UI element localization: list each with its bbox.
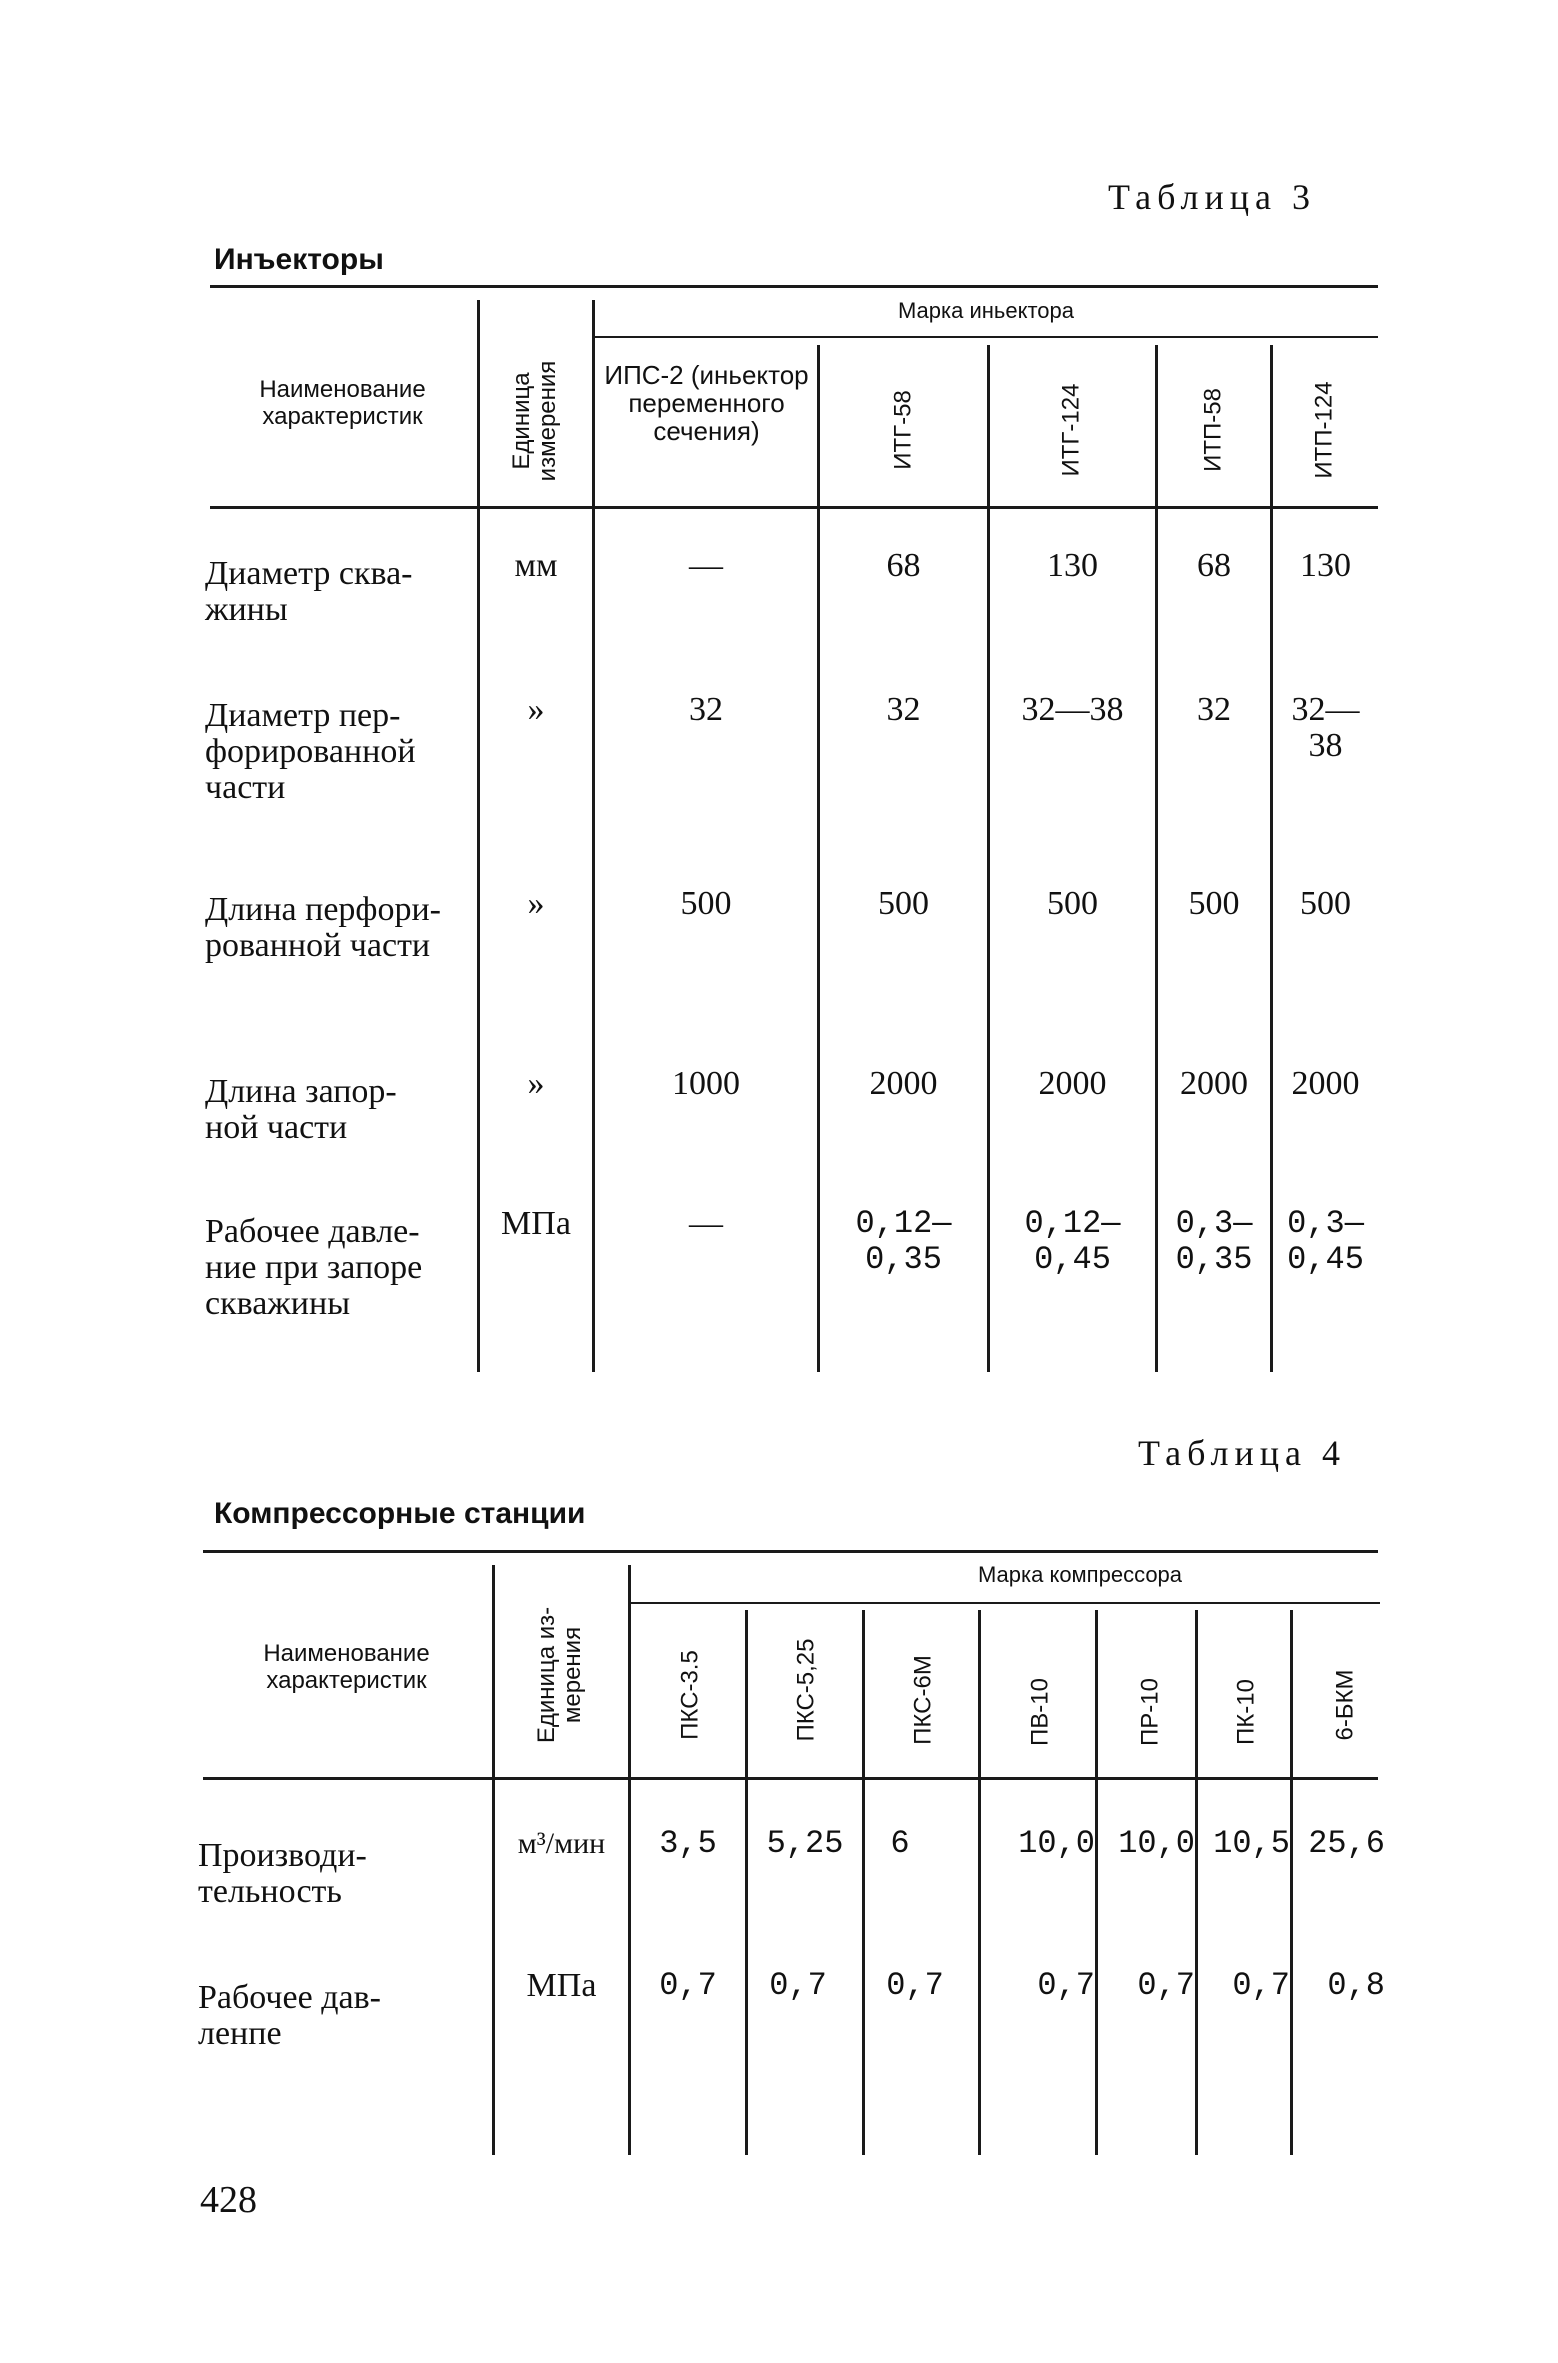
table3-col-itp58: ИТП-58 <box>1199 388 1227 472</box>
table3-col-itp124: ИТП-124 <box>1310 381 1338 479</box>
table3-cell: — <box>689 547 723 584</box>
table4-cell: 0,7 <box>769 1967 827 2004</box>
table4-cell: 10,0 <box>1018 1825 1095 1862</box>
table3-group-header: Марка иньектора <box>897 298 1075 323</box>
table4-vline <box>745 1610 748 2155</box>
table3-cell: 2000 <box>869 1065 938 1102</box>
page-number: 428 <box>200 2179 257 2221</box>
table4-cell: 0,7 <box>1137 1967 1195 2004</box>
table3-row-unit: » <box>527 885 545 922</box>
table3-cell: 32— 38 <box>1291 691 1360 764</box>
table3-title: Инъекторы <box>214 243 384 276</box>
table3-cell: 0,12— 0,45 <box>1024 1205 1121 1278</box>
table3-cell: 2000 <box>1038 1065 1107 1102</box>
table3-header-unit: Единица измерения <box>508 360 561 482</box>
table3-row-label: Диаметр сква- жины <box>205 555 413 628</box>
table3-row-label: Рабочее давле- ние при запоре скважины <box>205 1213 423 1322</box>
table3-cell: 32—38 <box>1021 691 1124 728</box>
table4-cell: 0,8 <box>1327 1967 1385 2004</box>
table4-cell: 3,5 <box>659 1825 717 1862</box>
table3-row-unit: мм <box>514 547 558 584</box>
table3-cell: 1000 <box>672 1065 740 1102</box>
table3-cell: 32 <box>886 691 921 728</box>
table3-row-unit: » <box>527 1065 545 1102</box>
table4-row-label: Производи- тельность <box>198 1837 367 1910</box>
table4-col-pv10: ПВ-10 <box>1026 1678 1054 1746</box>
table3-cell: 130 <box>1300 547 1351 584</box>
table3-cell: 500 <box>1047 885 1098 922</box>
table4-col-pks6m: ПКС-6М <box>909 1655 937 1745</box>
table4-col-pr10: ПР-10 <box>1136 1678 1164 1746</box>
table3-cell: 0,12— 0,35 <box>855 1205 952 1278</box>
table4-cell: 0,7 <box>659 1967 717 2004</box>
table4-group-rule <box>630 1602 1380 1604</box>
table4-cell: 0,7 <box>1037 1967 1095 2004</box>
table4-col-pks525: ПКС-5,25 <box>792 1638 820 1742</box>
table4-row-unit: МПа <box>526 1967 597 2004</box>
table3-cell: 68 <box>886 547 921 584</box>
table4-cell: 25,6 <box>1308 1825 1385 1862</box>
table3-cell: 130 <box>1047 547 1098 584</box>
table4-caption: Таблица 4 <box>1138 1433 1346 1473</box>
table3-col-itg124: ИТГ-124 <box>1057 383 1085 477</box>
table3-cell: 500 <box>680 885 732 922</box>
table3-cell: 500 <box>1300 885 1351 922</box>
table3-cell: 32 <box>1197 691 1231 728</box>
table4-vline <box>1290 1610 1293 2155</box>
table3-row-label: Диаметр пер- форированной части <box>205 697 416 806</box>
table4-vline <box>1195 1610 1198 2155</box>
table3-cell: 2000 <box>1180 1065 1248 1102</box>
table4-vline <box>1095 1610 1098 2155</box>
table3-row-label: Длина запор- ной части <box>205 1073 397 1146</box>
table4-col-pk10: ПК-10 <box>1232 1679 1260 1745</box>
table3-col-ips2: ИПС-2 (иньектор переменного сечения) <box>604 360 809 446</box>
table4-group-header: Марка компрессора <box>977 1562 1183 1587</box>
table3-cell: 68 <box>1197 547 1231 584</box>
table3-group-rule <box>594 336 1378 338</box>
table3-row-unit: » <box>527 691 545 728</box>
table3-cell: 0,3— 0,45 <box>1287 1205 1364 1278</box>
table4-col-pks35: ПКС-3.5 <box>676 1650 704 1740</box>
table4-cell: 6 <box>890 1825 910 1862</box>
table4-col-6bkm: 6-БКМ <box>1331 1669 1359 1741</box>
table3-top-rule <box>210 285 1378 288</box>
table3-caption: Таблица 3 <box>1108 177 1316 217</box>
table3-cell: — <box>689 1205 723 1242</box>
table4-row-label: Рабочее дав- ленпе <box>198 1979 381 2052</box>
table4-cell: 0,7 <box>886 1967 944 2004</box>
table4-header-name: Наименование характеристик <box>263 1640 430 1694</box>
table3-cell: 2000 <box>1291 1065 1360 1102</box>
table4-header-rule <box>203 1777 1378 1780</box>
table3-row-label: Длина перфори- рованной части <box>205 891 441 964</box>
table3-header-rule <box>210 506 1378 509</box>
table4-cell: 10,0 <box>1118 1825 1195 1862</box>
table3-row-unit: МПа <box>501 1205 571 1242</box>
table4-cell: 5,25 <box>766 1825 844 1862</box>
table4-cell: 10,5 <box>1213 1825 1290 1862</box>
table4-top-rule <box>203 1550 1378 1553</box>
table3-cell: 0,3— 0,35 <box>1175 1205 1253 1278</box>
table3-cell: 500 <box>1188 885 1240 922</box>
table4-vline <box>862 1610 865 2155</box>
table3-cell: 500 <box>878 885 929 922</box>
table3-col-itg58: ИТГ-58 <box>889 390 917 470</box>
table4-cell: 0,7 <box>1232 1967 1290 2004</box>
table4-title: Компрессорные станции <box>214 1497 586 1530</box>
table4-header-unit: Единица из- мерения <box>533 1606 586 1744</box>
table3-header-name: Наименование характеристик <box>259 376 426 430</box>
table4-row-unit: м³/мин <box>517 1827 606 1860</box>
table4-vline <box>978 1610 981 2155</box>
table3-cell: 32 <box>689 691 723 728</box>
